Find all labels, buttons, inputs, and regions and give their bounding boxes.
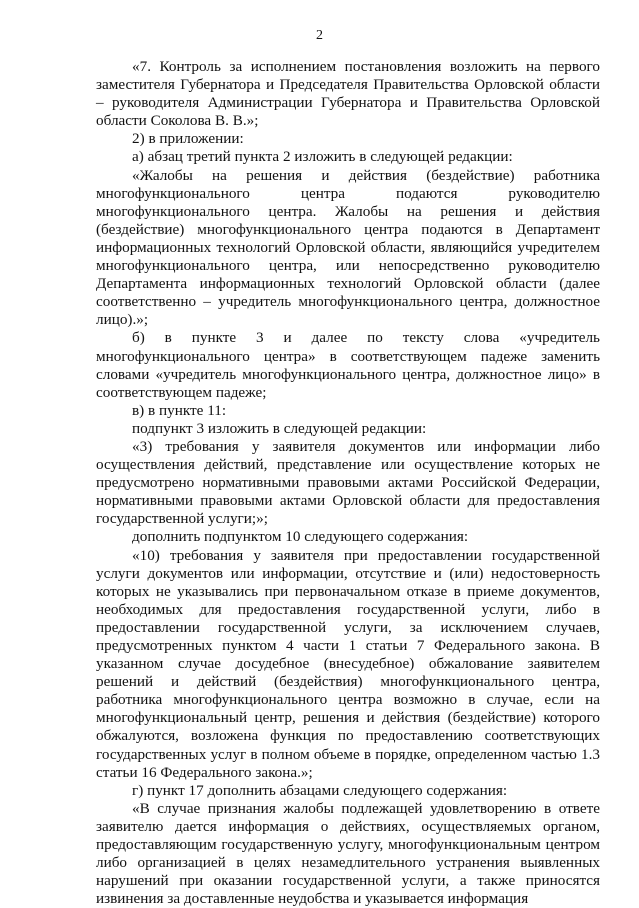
paragraph-complaint-satisfaction: «В случае признания жалобы подлежащей удовлетворению в ответе заявителю дается информация о действиях, осуществляемых органом, предоставляющим государственную услугу, многофункциональным центром либо организацией в целях незамедлительного устранения выявленных нарушений при оказании государственной услуги, а также приносятся извинения за доставленные неудобства и указывается информация	[96, 799, 600, 908]
paragraph-item-v: в) в пункте 11:	[132, 401, 227, 419]
document-body	[96, 58, 600, 908]
paragraph-item-b: б) в пункте 3 и далее по тексту слова «учредитель многофункционального центра» в соответствующем падеже заменить словами «учредитель многофункционального центра, должностное лицо» в соответствующем падеже;	[96, 329, 600, 401]
paragraph-control-clause: «7. Контроль за исполнением постановления возложить на первого заместителя Губернатора и Председателя Правительства Орловской области – руководителя Администрации Губернатора и Правительства Орловской области Соколова В. В.»;	[96, 58, 600, 130]
paragraph-subitem-10-intro: дополнить подпунктом 10 следующего содержания:	[132, 528, 469, 546]
page-number: 2	[316, 28, 323, 43]
paragraph-appendix-intro: 2) в приложении:	[132, 130, 244, 148]
paragraph-subitem-3-intro: подпункт 3 изложить в следующей редакции:	[132, 419, 427, 437]
paragraph-complaints-text: «Жалобы на решения и действия (бездействие) работника многофункционального центра подаются руководителю многофункционального центра. Жалобы на решения и действия (бездействие) многофункционального центра подаются в Департамент информационных технологий Орловской области, являющийся учредителем многофункционального центра, или непосредственно руководителю Департамента информационных технологий Орловской области (далее соответственно – учредитель многофункционального центра, должностное лицо).»;	[96, 166, 600, 329]
paragraph-subitem-3-text: «3) требования у заявителя документов или информации либо осуществления действий, представление или осуществление которых не предусмотрено нормативными правовыми актами Российской Федерации, нормативными правовыми актами Орловской области для предоставления государственной услуги;»;	[96, 437, 600, 528]
paragraph-item-g: г) пункт 17 дополнить абзацами следующего содержания:	[132, 781, 508, 799]
paragraph-subitem-10-text: «10) требования у заявителя при предоставлении государственной услуги документов или информации, отсутствие и (или) недостоверность которых не указывались при первоначальном отказе в приеме документов, необходимых для предоставления государственной услуги, либо в предоставлении государственной услуги, за исключением случаев, предусмотренных пунктом 4 части 1 статьи 7 Федерального закона. В указанном случае досудебное (внесудебное) обжалование заявителем решений и действий (бездействия) многофункционального центра, работника многофункционального центра возможно в случае, если на многофункциональный центр, решения и действия (бездействие) которого обжалуются, возложена функция по предоставлению соответствующих государственных услуг в полном объеме в порядке, определенном частью 1.3 статьи 16 Федерального закона.»;	[96, 546, 600, 781]
paragraph-item-a: а) абзац третий пункта 2 изложить в следующей редакции:	[132, 148, 513, 166]
